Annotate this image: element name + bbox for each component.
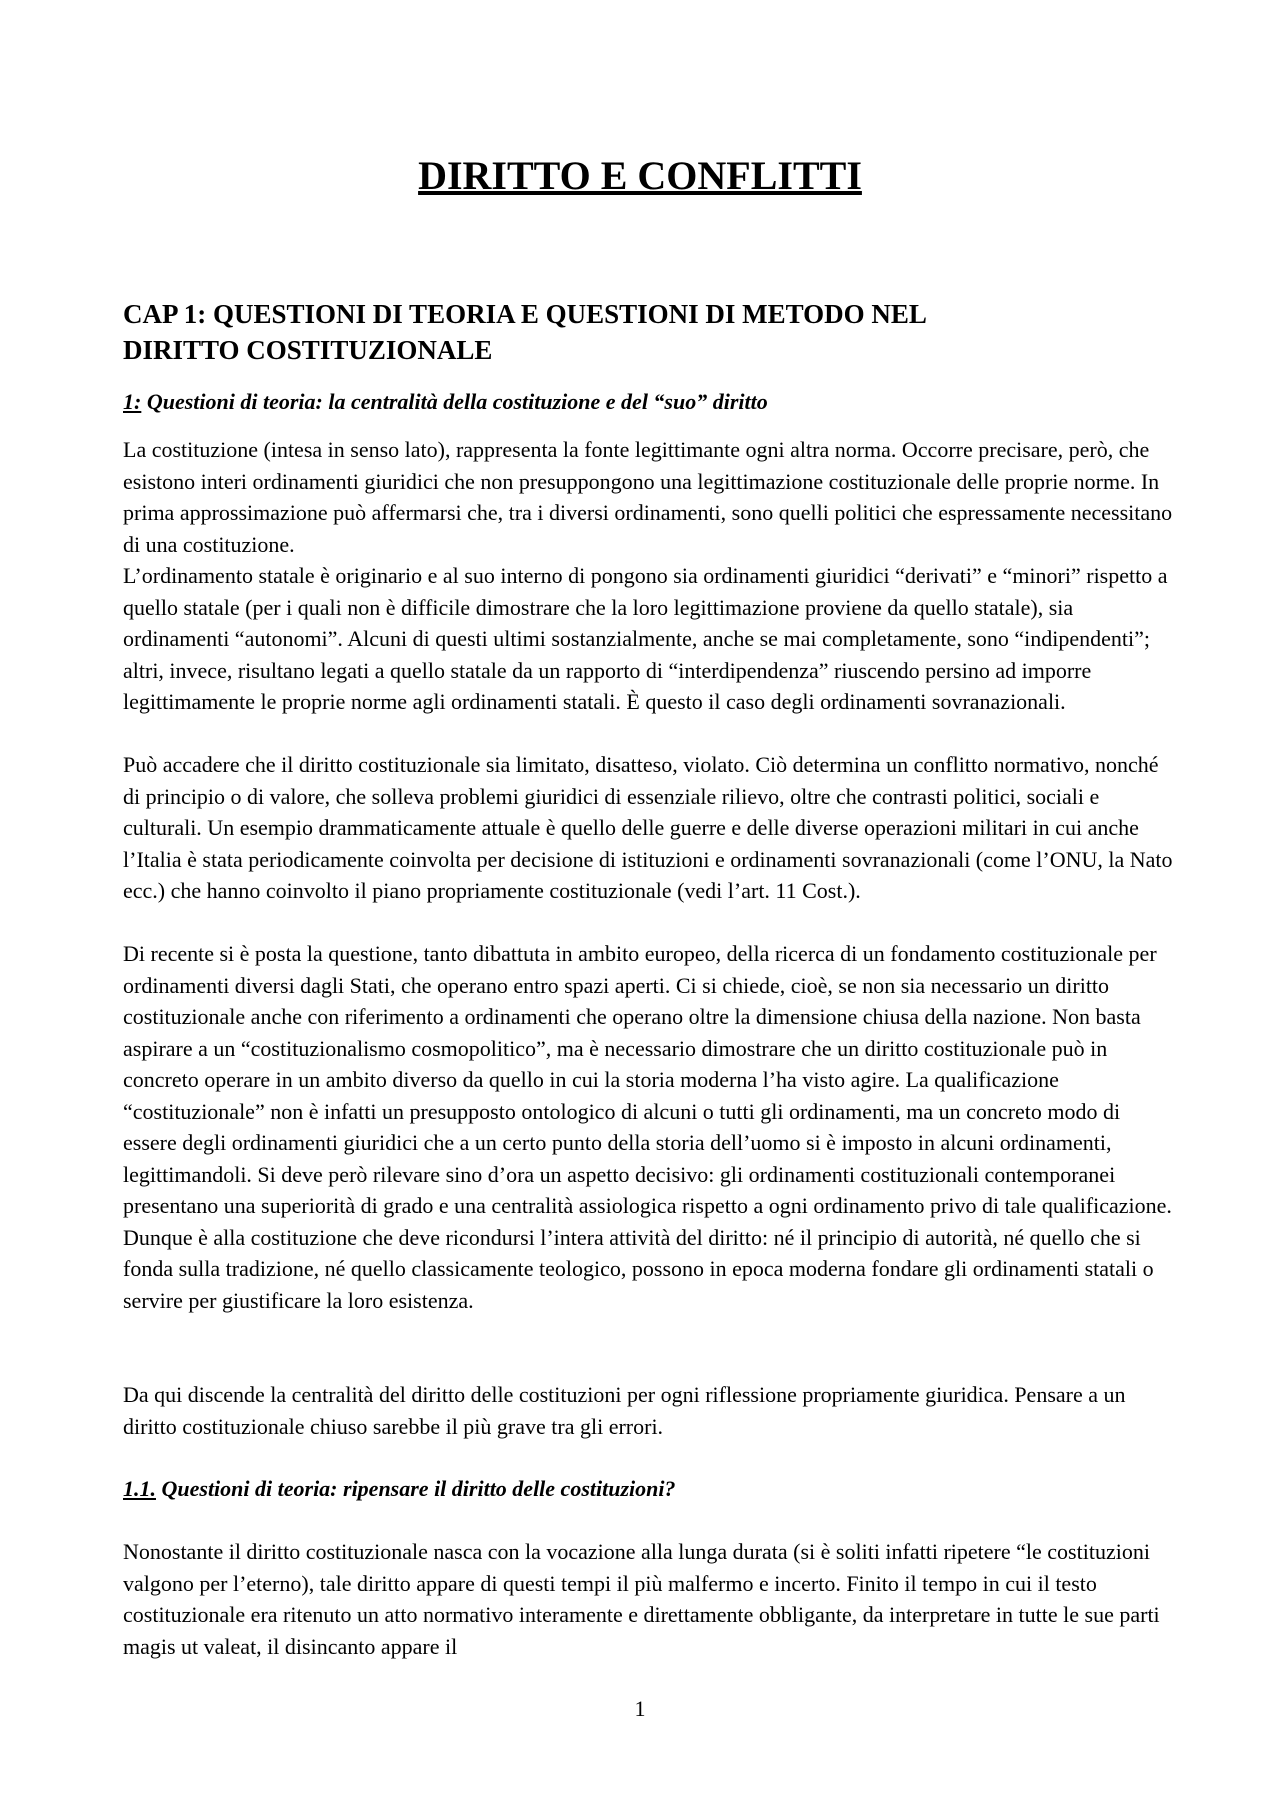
section-1-number: 1: (123, 389, 142, 414)
section-1-1-title: Questioni di teoria: ripensare il diritto delle costituzioni? (156, 1476, 676, 1501)
paragraph-6: Nonostante il diritto costituzionale nasca con la vocazione alla lunga durata (si è soliti infatti ripetere “le costituzioni valgono per l’eterno), tale diritto appare di questi tempi il più malfermo e incerto. Finito il tempo in cui il testo costituzionale era ritenuto un atto normativo interamente e direttamente obbligante, da interpretare in tutte le sue parti magis ut valeat, il disincanto appare il (123, 1539, 1160, 1659)
paragraph-3: Può accadere che il diritto costituzionale sia limitato, disatteso, violato. Ciò determina un conflitto normativo, nonché di principio o di valore, che solleva problemi giuridici di essenziale rilievo, oltre che contrasti politici, sociali e culturali. Un esempio drammaticamente attuale è quello delle guerre e delle diverse operazioni militari in cui anche l’Italia è stata periodicamente coinvolta per decisione di istituzioni e ordinamenti sovranazionali (come l’ONU, la Nato ecc.) che hanno coinvolto il piano propriamente costituzionale (vedi l’art. 11 Cost.). (123, 752, 1173, 903)
chapter-heading-line-2: DIRITTO COSTITUZIONALE (123, 335, 493, 365)
paragraph-4: Di recente si è posta la questione, tanto dibattuta in ambito europeo, della ricerca di un fondamento costituzionale per ordinamenti diversi dagli Stati, che operano entro spazi aperti. Ci si chiede, cioè, se non sia necessario un diritto costituzionale anche con riferimento a ordinamenti che operano oltre la dimensione chiusa della nazione. Non basta aspirare a un “costituzionalismo cosmopolitico”, ma è necessario dimostrare che un diritto costituzionale può in concreto operare in un ambito diverso da quello in cui la storia moderna l’ha visto agire. La qualificazione “costituzionale” non è infatti un presupposto ontologico di alcuni o tutti gli ordinamenti, ma un concreto modo di essere degli ordinamenti giuridici che a un certo punto della storia dell’uomo si è imposto in alcuni ordinamenti, legittimandoli. Si deve però rilevare sino d’ora un aspetto decisivo: gli ordinamenti costituzionali contemporanei presentano una superiorità di grado e una centralità assiologica rispetto a ogni ordinamento privo di tale qualificazione. Dunque è alla costituzione che deve ricondursi l’intera attività del diritto: né il principio di autorità, né quello che si fonda sulla tradizione, né quello classicamente teologico, possono in epoca moderna fondare gli ordinamenti statali o servire per giustificare la loro esistenza. (123, 941, 1172, 1313)
section-1-1-heading (123, 1474, 1173, 1504)
chapter-heading (123, 296, 1173, 368)
section-1-1-number: 1.1. (123, 1476, 156, 1501)
section-1-title: Questioni di teoria: la centralità della costituzione e del “suo” diritto (141, 389, 768, 414)
chapter-heading-line-1: CAP 1: QUESTIONI DI TEORIA E QUESTIONI DI METODO NEL (123, 299, 927, 329)
page-number: 1 (634, 1696, 646, 1721)
section-1-heading (123, 387, 1173, 417)
paragraph-1: La costituzione (intesa in senso lato), rappresenta la fonte legittimante ogni altra norma. Occorre precisare, però, che esistono interi ordinamenti giuridici che non presuppongono una legittimazione costituzionale delle proprie norme. In prima approssimazione può affermarsi che, tra i diversi ordinamenti, sono quelli politici che espressamente necessitano di una costituzione. (123, 437, 1173, 557)
paragraph-5: Da qui discende la centralità del diritto delle costituzioni per ogni riflessione propriamente giuridica. Pensare a un diritto costituzionale chiuso sarebbe il più grave tra gli errori. (123, 1382, 1126, 1439)
document-title: DIRITTO E CONFLITTI (418, 153, 862, 198)
paragraph-2: L’ordinamento statale è originario e al suo interno di pongono sia ordinamenti giuridici “derivati” e “minori” rispetto a quello statale (per i quali non è difficile dimostrare che la loro legittimazione proviene da quello statale), sia ordinamenti “autonomi”. Alcuni di questi ultimi sostanzialmente, anche se mai completamente, sono “indipendenti”; altri, invece, risultano legati a quello statale da un rapporto di “interdipendenza” riuscendo persino ad imporre legittimamente le proprie norme agli ordinamenti statali. È questo il caso degli ordinamenti sovranazionali. (123, 563, 1168, 714)
